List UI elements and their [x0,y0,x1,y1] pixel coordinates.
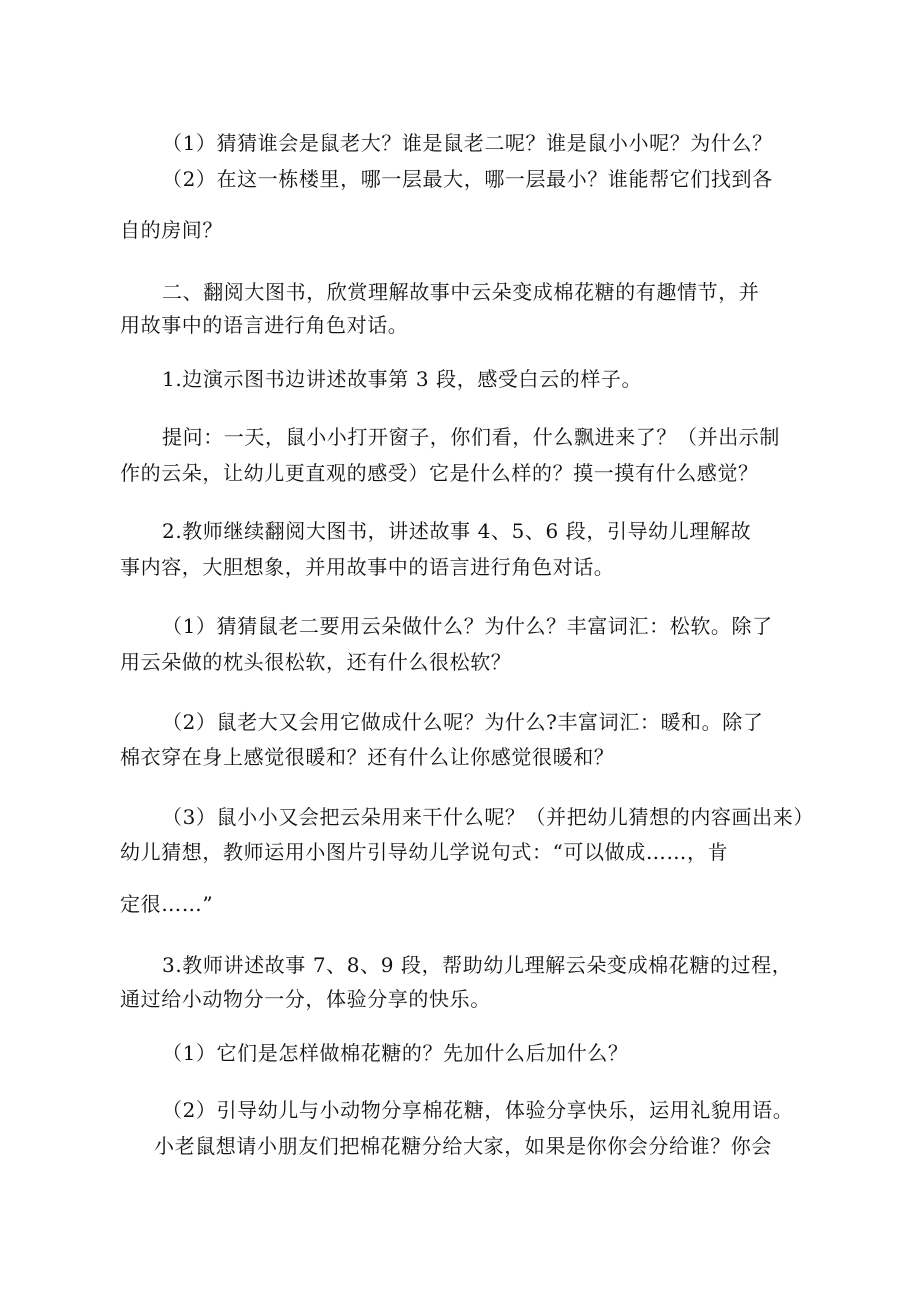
text-line: 二、翻阅大图书，欣赏理解故事中云朵变成棉花糖的有趣情节，并 [162,280,760,304]
text-line: 用故事中的语言进行角色对话。 [120,313,409,337]
text-line: （1）它们是怎样做棉花糖的？先加什么后加什么？ [162,1041,629,1065]
text-line: 小老鼠想请小朋友们把棉花糖分给大家，如果是你你会分给谁？你会 [154,1134,772,1158]
text-line: 通过给小动物分一分，体验分享的快乐。 [120,987,491,1011]
text-line: （2）鼠老大又会用它做成什么呢？为什么?丰富词汇：暖和。除了 [162,710,764,734]
text-line: 1.边演示图书边讲述故事第 3 段，感受白云的样子。 [162,367,643,391]
text-line: 用云朵做的枕头很松软，还有什么很松软？ [120,650,512,674]
text-line: 定很……” [120,892,214,916]
text-line: （1）猜猜鼠老二要用云朵做什么？为什么？丰富词汇：松软。除了 [162,614,773,638]
text-line: 提问：一天，鼠小小打开窗子，你们看，什么飘进来了？（并出示制 [162,425,780,449]
text-line: 2.教师继续翻阅大图书，讲述故事 4、5、6 段，引导幼儿理解故 [162,519,752,543]
text-line: 3.教师讲述故事 7、8、9 段，帮助幼儿理解云朵变成棉花糖的过程， [162,953,793,977]
text-line: 棉衣穿在身上感觉很暖和？还有什么让你感觉很暖和？ [120,745,615,769]
text-line: 作的云朵，让幼儿更直观的感受）它是什么样的？摸一摸有什么感觉？ [120,461,759,485]
text-line: 幼儿猜想，教师运用小图片引导幼儿学说句式：“可以做成……，肯 [120,840,729,864]
text-line: （1）猜猜谁会是鼠老大？谁是鼠老二呢？谁是鼠小小呢？为什么？ [162,131,773,155]
text-line: 事内容，大胆想象，并用故事中的语言进行角色对话。 [120,555,615,579]
text-line: （2）在这一栋楼里，哪一层最大，哪一层最小？谁能帮它们找到各 [162,167,773,191]
text-line: 自的房间？ [120,218,223,242]
text-line: （3）鼠小小又会把云朵用来干什么呢？（并把幼儿猜想的内容画出来） [162,805,814,829]
text-line: （2）引导幼儿与小动物分享棉花糖，体验分享快乐，运用礼貌用语。 [162,1098,794,1122]
